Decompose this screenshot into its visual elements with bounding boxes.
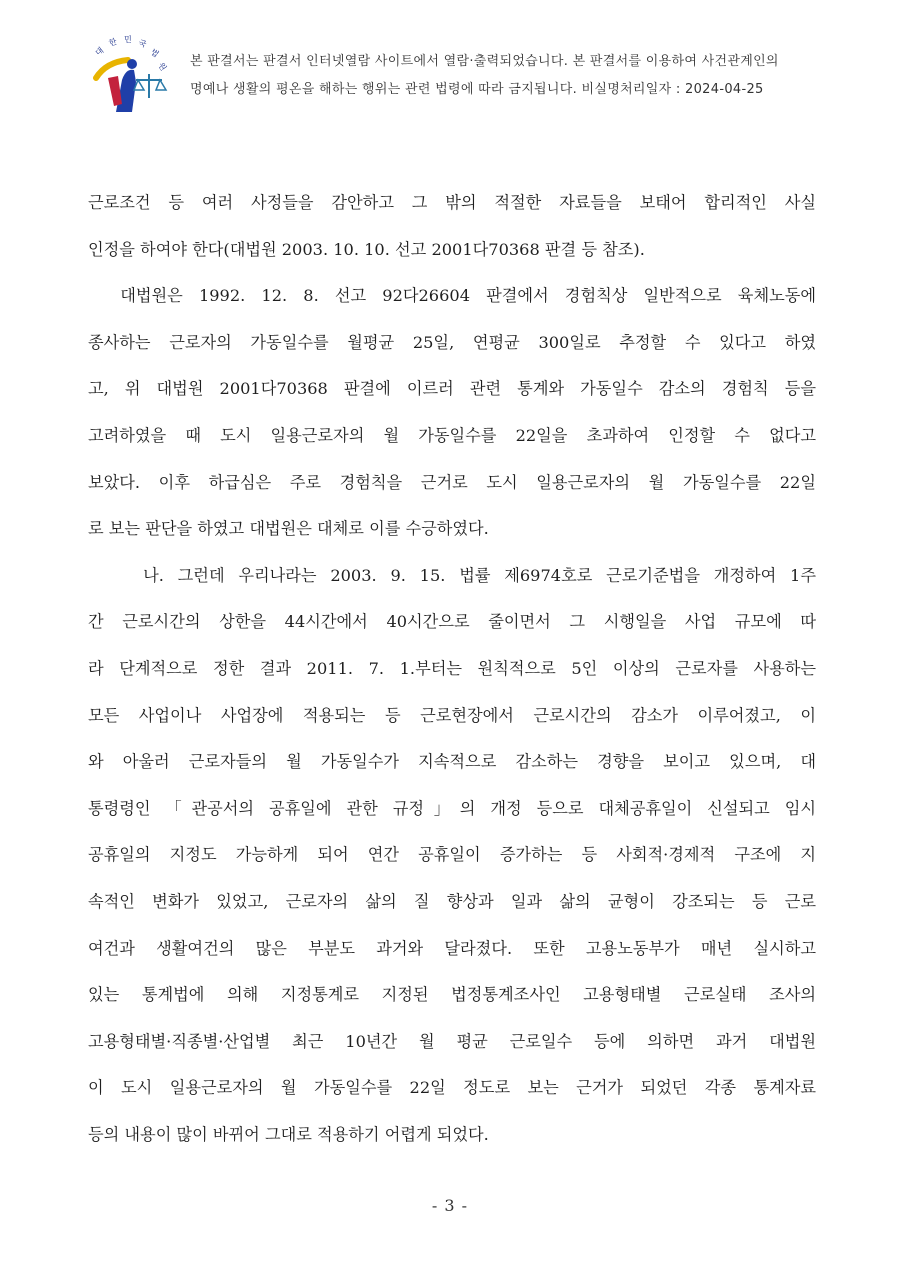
- svg-text:민: 민: [124, 35, 132, 44]
- body-line: 보았다. 이후 하급심은 주로 경험칙을 근거로 도시 일용근로자의 월 가동일수를 22일: [88, 472, 816, 492]
- body-line: 근로조건 등 여러 사정들을 감안하고 그 밖의 적절한 자료들을 보태어 합리적인 사실: [88, 193, 816, 212]
- body-line: 등의 내용이 많이 바뀌어 그대로 적용하기 어렵게 되었다.: [88, 1124, 489, 1144]
- body-line: 간 근로시간의 상한을 44시간에서 40시간으로 줄이면서 그 시행일을 사업 규모에 따: [88, 612, 816, 632]
- legal-notice: [190, 48, 840, 104]
- body-line: 고용형태별·직종별·산업별 최근 10년간 월 평균 근로일수 등에 의하면 과거 대법원: [88, 1031, 816, 1051]
- page-number: - 3 -: [431, 1196, 469, 1215]
- svg-text:법: 법: [148, 47, 161, 60]
- court-emblem-logo: [86, 34, 170, 118]
- body-line: 나. 그런데 우리나라는 2003. 9. 15. 법률 제6974호로 근로기준법을 개정하여 1주: [88, 565, 816, 585]
- body-line: 모든 사업이나 사업장에 적용되는 등 근로현장에서 근로시간의 감소가 이루어졌고, 이: [88, 705, 816, 725]
- svg-text:한: 한: [107, 36, 118, 48]
- body-line: 이 도시 일용근로자의 월 가동일수를 22일 정도로 보는 근거가 되었던 각종 통계자료: [88, 1078, 816, 1098]
- body-line: 공휴일의 지정도 가능하게 되어 연간 공휴일이 증가하는 등 사회적·경제적 구조에 지: [88, 845, 816, 865]
- body-line: 인정을 하여야 한다(대법원 2003. 10. 10. 선고 2001다70368 판결 등 참조).: [88, 239, 645, 259]
- body-line: 종사하는 근로자의 가동일수를 월평균 25일, 연평균 300일로 추정할 수 있다고 하였: [88, 332, 816, 352]
- body-line: 대법원은 1992. 12. 8. 선고 92다26604 판결에서 경험칙상 일반적으로 육체노동에: [88, 286, 816, 306]
- body-line: 고려하였을 때 도시 일용근로자의 월 가동일수를 22일을 초과하여 인정할 수 없다고: [88, 425, 816, 445]
- judgment-body: [88, 180, 816, 1158]
- body-line: 로 보는 판단을 하였고 대법원은 대체로 이를 수긍하였다.: [88, 519, 489, 539]
- body-line: 있는 통계법에 의해 지정통계로 지정된 법정통계조사인 고용형태별 근로실태 조사의: [88, 985, 816, 1005]
- svg-text:원: 원: [156, 60, 169, 73]
- body-line: 여건과 생활여건의 많은 부분도 과거와 달라졌다. 또한 고용노동부가 매년 실시하고: [88, 938, 816, 958]
- body-line: 통령령인 「관공서의 공휴일에 관한 규정」의 개정 등으로 대체공휴일이 신설되고 임시: [88, 798, 816, 818]
- body-line: 라 단계적으로 정한 결과 2011. 7. 1.부터는 원칙적으로 5인 이상의 근로자를 사용하는: [88, 658, 816, 678]
- body-line: 고, 위 대법원 2001다70368 판결에 이르러 관련 통계와 가동일수 감소의 경험칙 등을: [88, 379, 816, 399]
- notice-line-1: 본 판결서는 판결서 인터넷열람 사이트에서 열람·출력되었습니다. 본 판결서를 이용하여 사건관계인의: [190, 54, 779, 69]
- svg-text:대: 대: [93, 45, 106, 58]
- notice-line-2: 명예나 생활의 평온을 해하는 행위는 관련 법령에 따라 금지됩니다. 비실명처리일자 : 2024-04-25: [190, 82, 764, 97]
- body-line: 속적인 변화가 있었고, 근로자의 삶의 질 향상과 일과 삶의 균형이 강조되는 등 근로: [88, 891, 816, 911]
- body-line: 와 아울러 근로자들의 월 가동일수가 지속적으로 감소하는 경향을 보이고 있으며, 대: [88, 752, 816, 772]
- page-header: [0, 0, 900, 130]
- svg-text:국: 국: [137, 38, 148, 50]
